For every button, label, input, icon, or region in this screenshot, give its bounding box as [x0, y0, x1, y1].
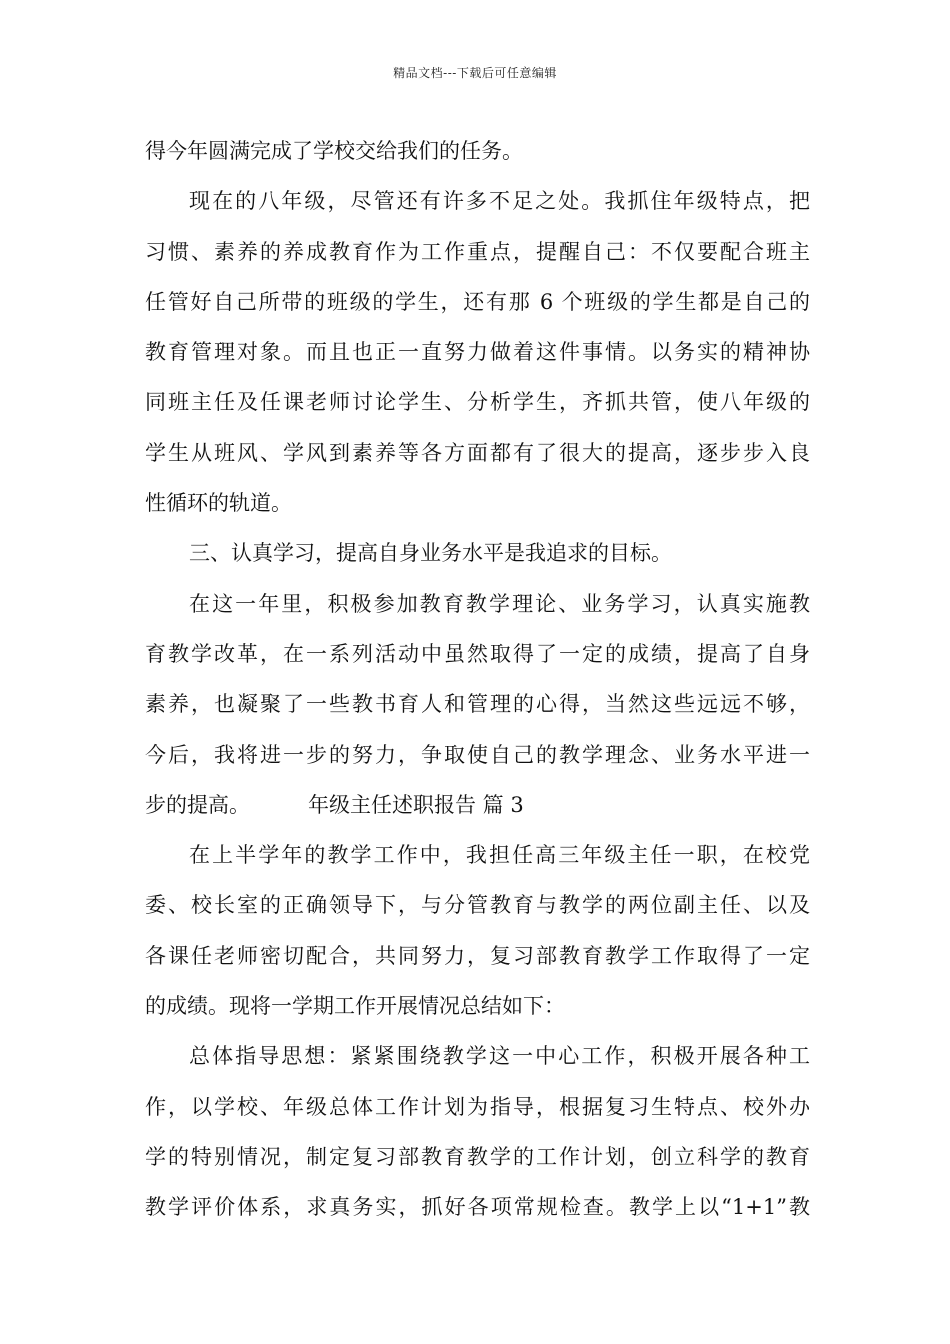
paragraph-line: 素养，也凝聚了一些教书育人和管理的心得，当然这些远远不够，	[145, 692, 810, 717]
report-section-title: 年级主任述职报告 篇 3	[308, 792, 524, 817]
paragraph-line: 的成绩。现将一学期工作开展情况总结如下：	[145, 994, 565, 1019]
paragraph-line: 教育管理对象。而且也正一直努力做着这件事情。以务实的精神协	[145, 340, 810, 365]
paragraph-line: 得今年圆满完成了学校交给我们的任务。	[145, 139, 523, 163]
paragraph-line: 各课任老师密切配合，共同努力，复习部教育教学工作取得了一定	[145, 943, 810, 968]
paragraph-line: 习惯、素养的养成教育作为工作重点，提醒自己：不仅要配合班主	[145, 239, 810, 264]
paragraph-line: 性循环的轨道。	[145, 491, 292, 516]
paragraph-line: 现在的八年级，尽管还有许多不足之处。我抓住年级特点，把	[189, 189, 810, 214]
paragraph-line: 委、校长室的正确领导下，与分管教育与教学的两位副主任、以及	[145, 893, 810, 918]
paragraph-line: 在这一年里，积极参加教育教学理论、业务学习，认真实施教	[189, 591, 810, 616]
paragraph-line: 同班主任及任课老师讨论学生、分析学生，齐抓共管，使八年级的	[145, 390, 810, 415]
paragraph-line: 任管好自己所带的班级的学生，还有那 6 个班级的学生都是自己的	[145, 289, 810, 314]
document-body	[145, 126, 810, 1233]
page-header: 精品文档---下载后可任意编辑	[393, 66, 557, 80]
paragraph-line-with-title	[145, 780, 810, 830]
paragraph-line: 总体指导思想：紧紧围绕教学这一中心工作，积极开展各种工	[189, 1044, 810, 1069]
paragraph-line: 学生从班风、学风到素养等各方面都有了很大的提高，逐步步入良	[145, 440, 810, 465]
paragraph-line: 步的提高。	[145, 792, 250, 817]
paragraph-line: 学的特别情况，制定复习部教育教学的工作计划，创立科学的教育	[145, 1144, 810, 1169]
paragraph-line: 在上半学年的教学工作中，我担任高三年级主任一职，在校党	[189, 843, 810, 868]
paragraph-line: 作，以学校、年级总体工作计划为指导，根据复习生特点、校外办	[145, 1094, 810, 1119]
paragraph-line: 今后，我将进一步的努力，争取使自己的教学理念、业务水平进一	[145, 742, 810, 767]
paragraph-line: 育教学改革，在一系列活动中虽然取得了一定的成绩，提高了自身	[145, 641, 810, 666]
section-heading: 三、认真学习，提高自身业务水平是我追求的目标。	[189, 541, 672, 566]
paragraph-line: 教学评价体系，求真务实，抓好各项常规检查。教学上以“1+1”教	[145, 1195, 810, 1220]
